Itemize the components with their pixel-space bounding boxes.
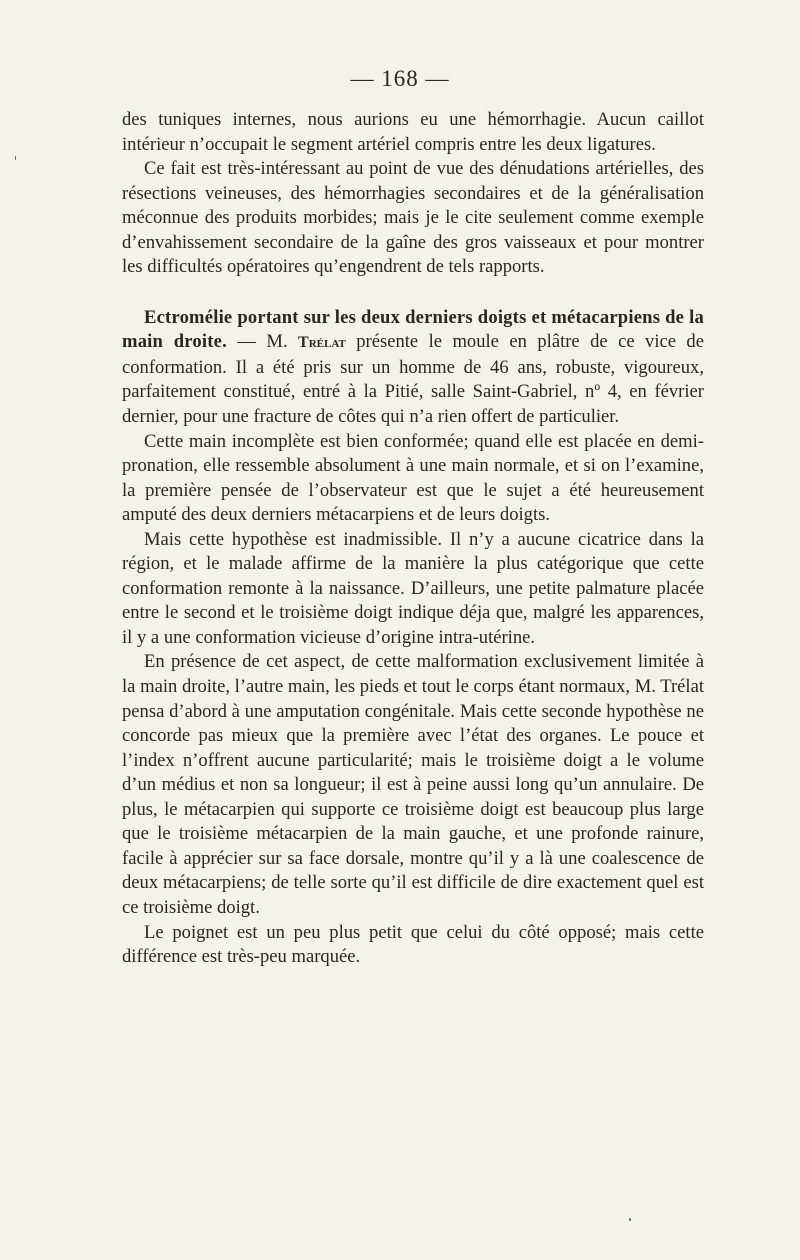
paragraph-5: Mais cette hypothèse est inadmissible. Il n’y a aucune cicatrice dans la région, et le malade affirme de la manière la plus catégorique que cette conformation remonte à la naissance. D’ailleurs, une petite palmature placée entre le second et le troisième doigt indique déja que, malgré les apparences, il y a une conformation vicieuse d’origine intra-utérine. <box>122 528 704 648</box>
paper-speck <box>15 156 16 160</box>
paragraph-6: En présence de cet aspect, de cette malformation exclusivement limitée à la main droite, l’autre main, les pieds et tout le corps étant normaux, M. Trélat pensa d’abord à une amputation congénitale. Mais cette seconde hypothèse ne concorde pas mieux que la première avec l’état des organes. Le pouce et l’index n’offrent aucune particularité; mais le troisième doigt a le volume d’un médius et non sa longueur; il est à peine aussi long qu’un annulaire. De plus, le métacarpien qui supporte ce troisième doigt est beaucoup plus large que le troisième métacarpien de la main gauche, et une profonde rainure, facile à apprécier sur sa face dorsale, montre qu’il y a là une coalescence de deux métacarpiens; de telle sorte qu’il est difficile de dire exactement quel est ce troisième doigt. <box>122 651 704 918</box>
paper-speck <box>629 1218 631 1221</box>
body-text <box>122 108 704 970</box>
paragraph-2: Ce fait est très-intéressant au point de vue des dénudations artérielles, des résections veineuses, des hémorrhagies secondaires et de la généralisation méconnue des produits morbides; mais je le cite seulement comme exemple d’envahissement secondaire de la gaîne des gros vaisseaux et pour montrer les difficultés opératoires qu’engendrent de tels rapports. <box>122 158 704 278</box>
page-number: — 168 — <box>350 66 450 91</box>
section-gap <box>122 280 704 306</box>
heading-dash: — M. <box>226 331 299 353</box>
author-name: Trélat <box>298 334 346 352</box>
section-heading: Ectromélie portant sur les deux derniers doigts et métacarpiens de la main droite. <box>122 306 704 353</box>
paragraph-1: des tuniques internes, nous aurions eu une hémorrhagie. Aucun caillot intérieur n’occupait le segment artériel compris entre les deux ligatures. <box>122 109 704 155</box>
paragraph-7: Le poignet est un peu plus petit que celui du côté opposé; mais cette différence est très-peu marquée. <box>122 921 704 968</box>
paragraph-4: Cette main incomplète est bien conformée; quand elle est placée en demi-pronation, elle ressemble absolument à une main normale, et si on l’examine, la première pensée de l’observateur est que le sujet a été heureusement amputé des deux derniers métacarpiens et de leurs doigts. <box>122 430 704 526</box>
paragraph-3 <box>122 306 704 430</box>
paragraph-3-rest: présente le moule en plâtre de ce vice de conformation. Il a été pris sur un homme de 46 ans, robuste, vigoureux, parfaitement constitué, entré à la Pitié, salle Saint-Gabriel, nº 4, en février dernier, pour une fracture de côtes qui n’a rien offert de particulier. <box>122 331 704 428</box>
